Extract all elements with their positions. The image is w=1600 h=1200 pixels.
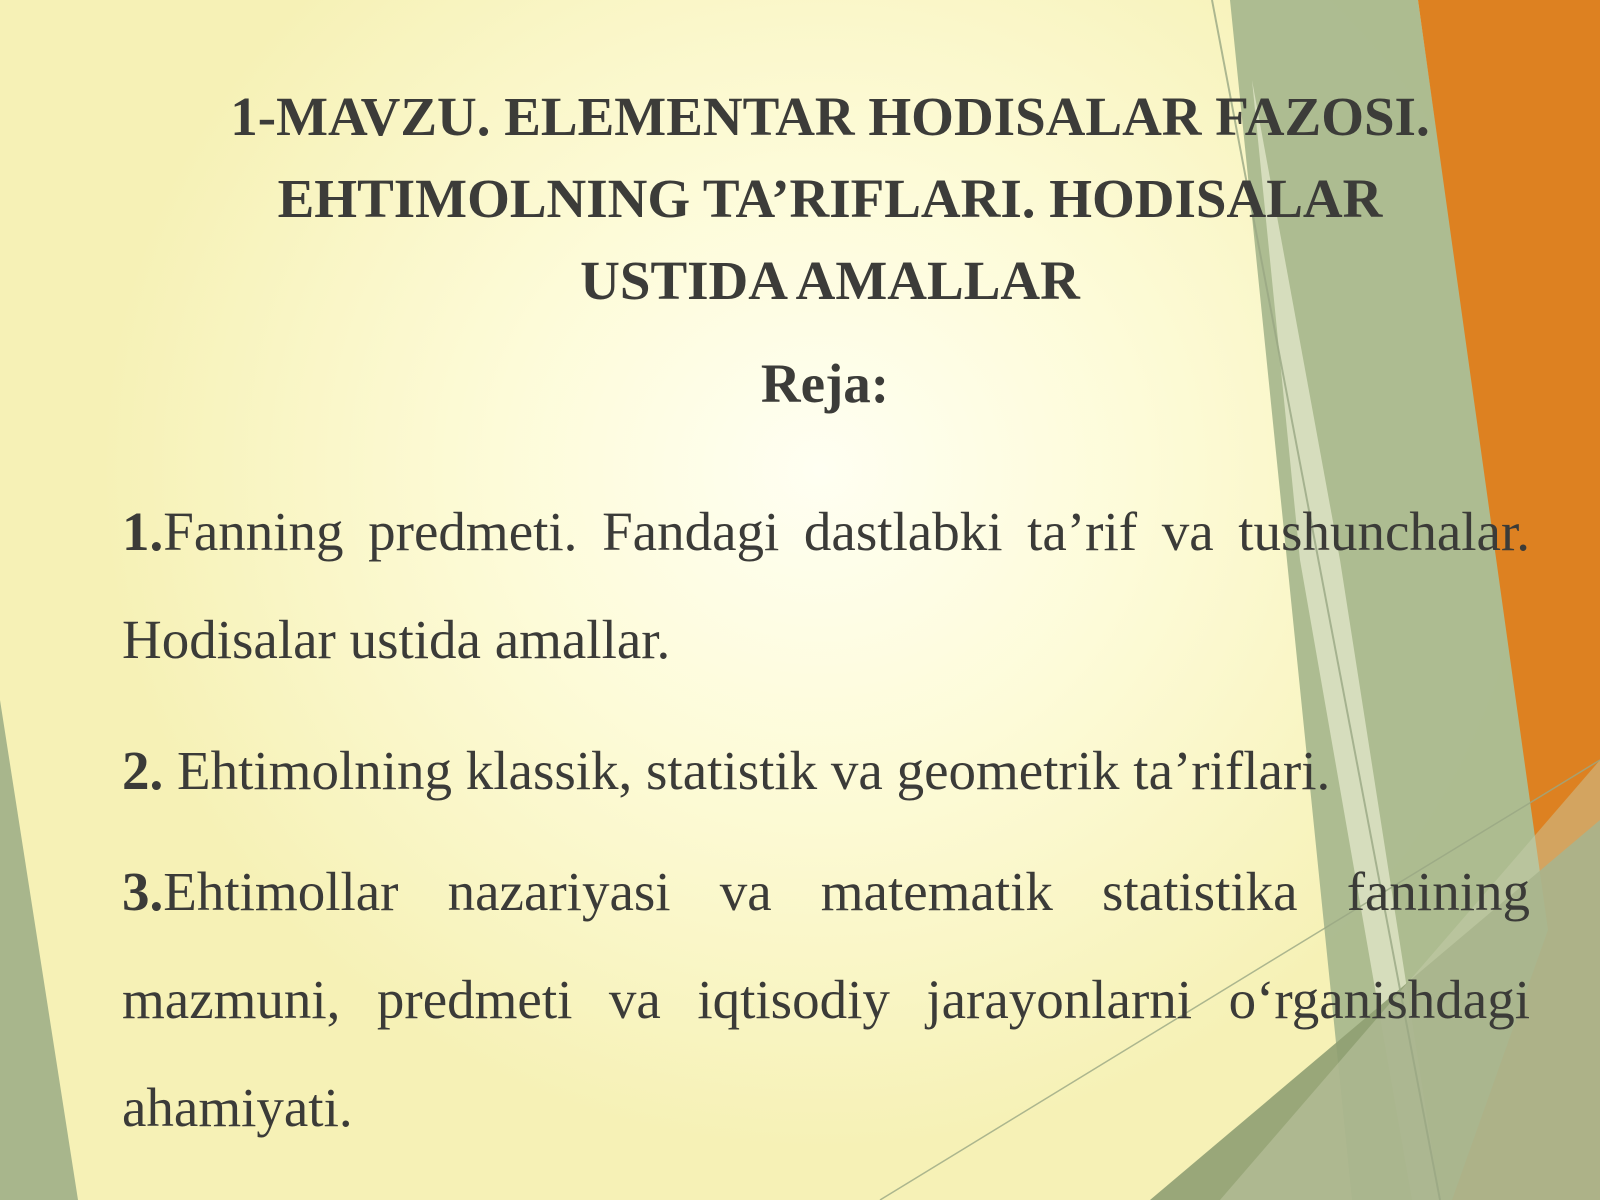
slide-title — [130, 76, 1530, 322]
plan-item-1 — [122, 478, 1530, 694]
plan-item-number: 1. — [122, 501, 164, 562]
title-line-1: 1-MAVZU. ELEMENTAR HODISALAR FAZOSI. — [230, 86, 1430, 147]
plan-item-text: Fanning predmeti. Fandagi dastlabki ta’rif va tushunchalar. Hodisalar ustida amallar. — [122, 501, 1530, 670]
plan-item-number: 2. — [122, 740, 164, 801]
title-line-2: EHTIMOLNING TA’RIFLARI. HODISALAR — [277, 168, 1383, 229]
plan-item-3 — [122, 838, 1530, 1162]
plan-item-number: 3. — [122, 861, 164, 922]
plan-heading: Reja: — [760, 353, 890, 414]
plan-item-2 — [122, 717, 1530, 825]
plan-item-text: Ehtimollar nazariyasi va matematik statistika fanining mazmuni, predmeti va iqtisodiy jarayonlarni o‘rganishdagi ahamiyati. — [122, 861, 1530, 1138]
title-line-3: USTIDA AMALLAR — [580, 250, 1080, 311]
plan-item-text: Ehtimolning klassik, statistik va geometrik ta’riflari. — [163, 740, 1331, 801]
